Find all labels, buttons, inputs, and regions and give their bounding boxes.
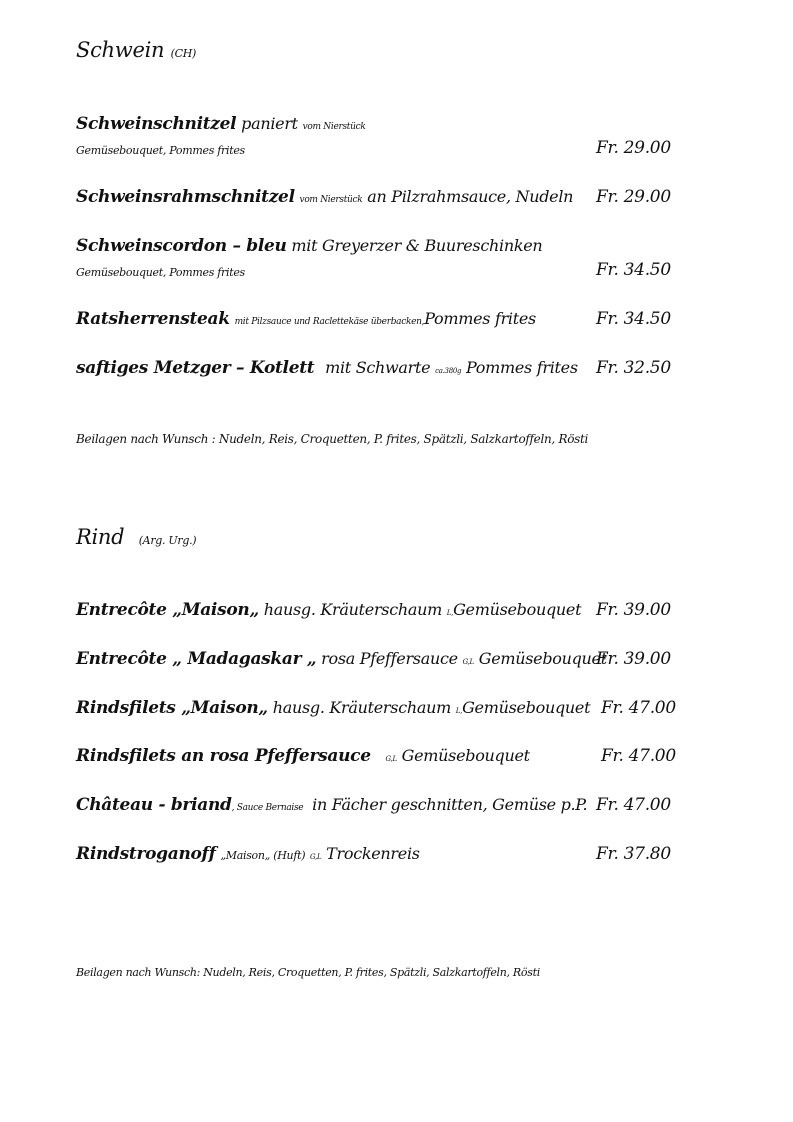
item-text: Pommes frites	[465, 358, 578, 377]
menu-item	[76, 746, 530, 766]
section-heading-schwein	[76, 38, 196, 62]
item-name: saftiges Metzger – Kotlett	[76, 358, 315, 378]
heading-title: Rind	[76, 525, 125, 549]
item-name: Schweinsrahmschnitzel	[76, 187, 295, 207]
item-description: Gemüsebouquet, Pommes frites	[76, 266, 245, 279]
menu-item	[76, 187, 573, 207]
menu-item	[76, 844, 420, 864]
item-price: Fr. 29.00	[596, 187, 671, 207]
item-text: vom Nierstück	[299, 195, 363, 205]
beilagen-note: Beilagen nach Wunsch : Nudeln, Reis, Croquetten, P. frites, Spätzli, Salzkartoffeln, Rösti	[76, 432, 589, 446]
item-text: L,	[455, 707, 463, 715]
item-name: Schweinscordon – bleu	[76, 236, 287, 256]
menu-item	[76, 649, 607, 669]
item-price: Fr. 39.00	[596, 649, 671, 669]
section-heading-rind	[76, 525, 196, 549]
item-price: Fr. 32.50	[596, 358, 671, 378]
item-text: hausg. Kräuterschaum	[272, 698, 451, 717]
item-price: Fr. 47.00	[601, 698, 676, 718]
item-price: Fr. 37.80	[596, 844, 671, 864]
item-text: Gemüsebouquet	[462, 698, 591, 717]
item-name: Entrecôte „ Madagaskar „	[76, 649, 317, 669]
beilagen-note: Beilagen nach Wunsch: Nudeln, Reis, Croquetten, P. frites, Spätzli, Salzkartoffeln, Rösti	[76, 966, 540, 979]
item-text: in Fächer geschnitten, Gemüse p.P.	[312, 795, 588, 814]
item-text: Gemüsebouquet	[478, 649, 607, 668]
item-text: G,L	[385, 755, 397, 763]
item-text: mit Greyerzer & Buureschinken	[291, 236, 543, 255]
menu-item	[76, 236, 542, 256]
item-text: „Maison„ (Huft)	[220, 849, 306, 862]
item-price: Fr. 47.00	[601, 746, 676, 766]
item-text: vom Nierstück	[302, 122, 366, 132]
heading-origin: (Arg. Urg.)	[138, 534, 197, 547]
item-name: Château - briand	[76, 795, 232, 815]
item-description: Gemüsebouquet, Pommes frites	[76, 144, 245, 157]
item-text: mit Schwarte	[325, 358, 431, 377]
item-text: ca.380g	[435, 367, 462, 375]
item-name: Rindstroganoff	[76, 844, 216, 864]
menu-item	[76, 309, 536, 329]
heading-origin: (CH)	[170, 47, 197, 60]
item-text: G,L	[462, 658, 474, 666]
item-text: hausg. Kräuterschaum	[263, 600, 442, 619]
menu-item	[76, 114, 366, 134]
item-price: Fr. 29.00	[596, 138, 671, 158]
menu-item	[76, 358, 578, 378]
item-text: Gemüsebouquet	[453, 600, 582, 619]
item-text: G,L	[310, 853, 322, 861]
item-name: Entrecôte „Maison„	[76, 600, 259, 620]
menu-item	[76, 795, 587, 815]
item-text: rosa Pfeffersauce	[321, 649, 458, 668]
item-name: Rindsfilets „Maison„	[76, 698, 268, 718]
item-text: , Sauce Bernaise	[231, 803, 304, 813]
item-text: L,	[446, 609, 454, 617]
item-text: mit Pilzsauce und Raclettekäse überbacken,	[234, 317, 425, 327]
item-price: Fr. 34.50	[596, 309, 671, 329]
item-text: an Pilzrahmsauce, Nudeln	[367, 187, 574, 206]
item-price: Fr. 34.50	[596, 260, 671, 280]
item-price: Fr. 39.00	[596, 600, 671, 620]
menu-item	[76, 698, 590, 718]
item-name: Rindsfilets an rosa Pfeffersauce	[76, 746, 371, 766]
item-text: Trockenreis	[326, 844, 420, 863]
item-name: Ratsherrensteak	[76, 309, 230, 329]
item-text: Pommes frites	[424, 309, 536, 328]
heading-title: Schwein	[76, 38, 165, 62]
item-text: Gemüsebouquet	[401, 746, 530, 765]
menu-item	[76, 600, 581, 620]
item-price: Fr. 47.00	[596, 795, 671, 815]
item-name: Schweinschnitzel	[76, 114, 237, 134]
item-text: paniert	[241, 114, 298, 133]
